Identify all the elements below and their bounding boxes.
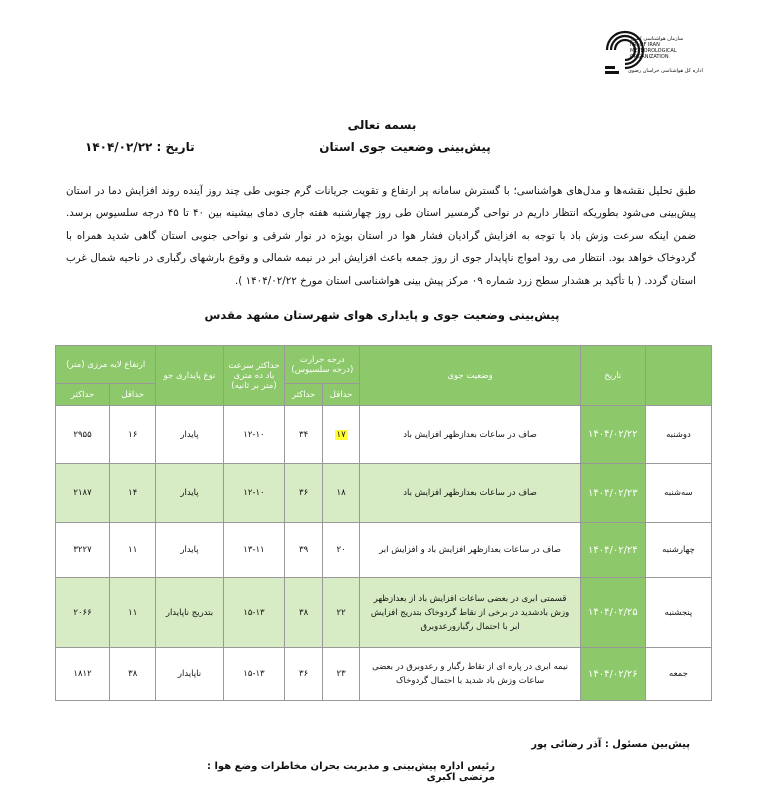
highlighted-value: ۱۷: [336, 429, 346, 440]
mix-max-cell: ۲۰۶۶: [56, 578, 110, 648]
table-row: [56, 648, 712, 701]
mix-min-cell: ۱۱: [110, 523, 156, 578]
condition-cell: صاف در ساعات بعدازظهر افزایش باد و افزایش ابر: [360, 523, 581, 578]
department-head-signature: رئیس اداره پیش‌بینی و مدیریت بحران مخاطرات وضع هوا : مرتضی اکبری: [207, 761, 495, 783]
stability-cell: بتدریج ناپایدار: [156, 578, 223, 648]
header-day: [645, 346, 711, 406]
page-title: پیش‌بینی وضعیت جوی استان: [319, 140, 491, 154]
day-cell: دوشنبه: [645, 406, 711, 464]
forecast-table: [55, 345, 712, 701]
mix-min-cell: ۳۸: [110, 648, 156, 701]
condition-cell: نیمه ابری در پاره ای از نقاط رگبار و رعدوبرق در بعضی ساعات وزش باد شدید با احتمال گردوخاک: [360, 648, 581, 701]
wind-cell: ۱۳-۱۱: [223, 523, 285, 578]
date-cell: ۱۴۰۴/۰۲/۲۶: [580, 648, 645, 701]
mix-min-cell: ۱۱: [110, 578, 156, 648]
temp-min-cell: [322, 406, 359, 464]
mix-max-cell: ۲۹۵۵: [56, 406, 110, 464]
date-cell: ۱۴۰۴/۰۲/۲۵: [580, 578, 645, 648]
date-cell: ۱۴۰۴/۰۲/۲۳: [580, 464, 645, 523]
mix-min-cell: ۱۴: [110, 464, 156, 523]
day-cell: پنجشنبه: [645, 578, 711, 648]
stability-cell: پایدار: [156, 406, 223, 464]
temp-max-cell: ۳۸: [285, 578, 322, 648]
header-temp-min: حداقل: [322, 384, 359, 406]
header-temp-max: حداکثر: [285, 384, 322, 406]
table-row: [56, 406, 712, 464]
wind-cell: ۱۵-۱۳: [223, 578, 285, 648]
header-mix-max: حداکثر: [56, 384, 110, 406]
header-condition: وضعیت جوی: [360, 346, 581, 406]
header-date: تاریخ: [580, 346, 645, 406]
mix-max-cell: ۱۸۱۲: [56, 648, 110, 701]
condition-cell: صاف در ساعات بعدازظهر افزایش باد: [360, 464, 581, 523]
day-cell: جمعه: [645, 648, 711, 701]
logo-subtitle: ادارہ کل هواشناسی خراسان رضوی: [628, 68, 703, 74]
temp-max-cell: ۳۹: [285, 523, 322, 578]
header-mix-min: حداقل: [110, 384, 156, 406]
day-cell: سه‌شنبه: [645, 464, 711, 523]
temp-max-cell: ۳۶: [285, 464, 322, 523]
header-mixing: ارتفاع لایه مرزی (متر): [56, 346, 156, 384]
header-temp: درجه حرارت (درجه سلسیوس): [285, 346, 360, 384]
mix-max-cell: ۲۱۸۷: [56, 464, 110, 523]
table-row: [56, 523, 712, 578]
mix-max-cell: ۳۲۲۷: [56, 523, 110, 578]
forecast-paragraph: طبق تحلیل نقشه‌ها و مدل‌های هواشناسی؛ با گسترش سامانه پر ارتفاع و تقویت جریانات گرم جنوبی طی چند روز آینده روند افزایش دما در استان پیش‌بینی می‌شود بطوریکه انتظار داریم در نواحی گرمسیر استان طی روز چهارشنبه هفته جاری دمای بیشینه بین ۴۰ تا ۴۵ درجه سلسیوس برسد. ضمن اینکه سرعت وزش باد با توجه به افزایش گرادیان فشار هوا در استان بویژه در نوار شرقی و نواحی جنوبی استان گاهی شدید همراه با گردوخاک خواهد بود. انتظار می رود امواج ناپایدار جوی از روز جمعه باعث افزایش ابر در نیمه شمالی و وقوع بارشهای رگباری در ناحیه شمال غرب استان گردد. ( با تأکید بر هشدار سطح زرد شماره ۰۹ مرکز پیش بینی هواشناسی استان مورخ ۱۴۰۴/۰۲/۲۲ ).: [66, 185, 696, 287]
table-title: پیش‌بینی وضعیت جوی و پایداری هوای شهرستان مشهد مقدس: [204, 308, 560, 322]
day-cell: چهارشنبه: [645, 523, 711, 578]
stability-cell: پایدار: [156, 523, 223, 578]
forecaster-signature: پیش‌بین مسئول : آذر رضائی پور: [531, 739, 690, 750]
date-cell: ۱۴۰۴/۰۲/۲۲: [580, 406, 645, 464]
table-row: [56, 464, 712, 523]
wind-cell: ۱۲-۱۰: [223, 406, 285, 464]
bismillah: بسمه تعالی: [347, 118, 417, 132]
temp-max-cell: ۳۴: [285, 406, 322, 464]
date-cell: ۱۴۰۴/۰۲/۲۴: [580, 523, 645, 578]
header-wind: حداکثر سرعت باد ده متری (متر بر ثانیه): [223, 346, 285, 406]
header-stability: نوع پایداری جو: [156, 346, 223, 406]
temp-max-cell: ۳۶: [285, 648, 322, 701]
temp-min-cell: ۱۸: [322, 464, 359, 523]
mix-min-cell: ۱۶: [110, 406, 156, 464]
condition-cell: صاف در ساعات بعدازظهر افزایش باد: [360, 406, 581, 464]
table-row: [56, 578, 712, 648]
temp-min-cell: ۲۳: [322, 648, 359, 701]
temp-min-cell: ۲۲: [322, 578, 359, 648]
stability-cell: ناپایدار: [156, 648, 223, 701]
logo-text: سازمان هواشناسی کشور I.R. OF IRAN METEOROLOGICAL ORGANIZATION: [630, 36, 684, 60]
temp-min-cell: ۲۰: [322, 523, 359, 578]
stability-cell: پایدار: [156, 464, 223, 523]
condition-cell: قسمتی ابری در بعضی ساعات افزایش باد از بعدازظهر وزش بادشدید در برخی از نقاط گردوخاک بتدریج افزایش ابر با احتمال رگبارورعدوبرق: [360, 578, 581, 648]
report-date: تاریخ : ۱۴۰۴/۰۲/۲۲: [85, 140, 195, 154]
wind-cell: ۱۲-۱۰: [223, 464, 285, 523]
wind-cell: ۱۵-۱۳: [223, 648, 285, 701]
